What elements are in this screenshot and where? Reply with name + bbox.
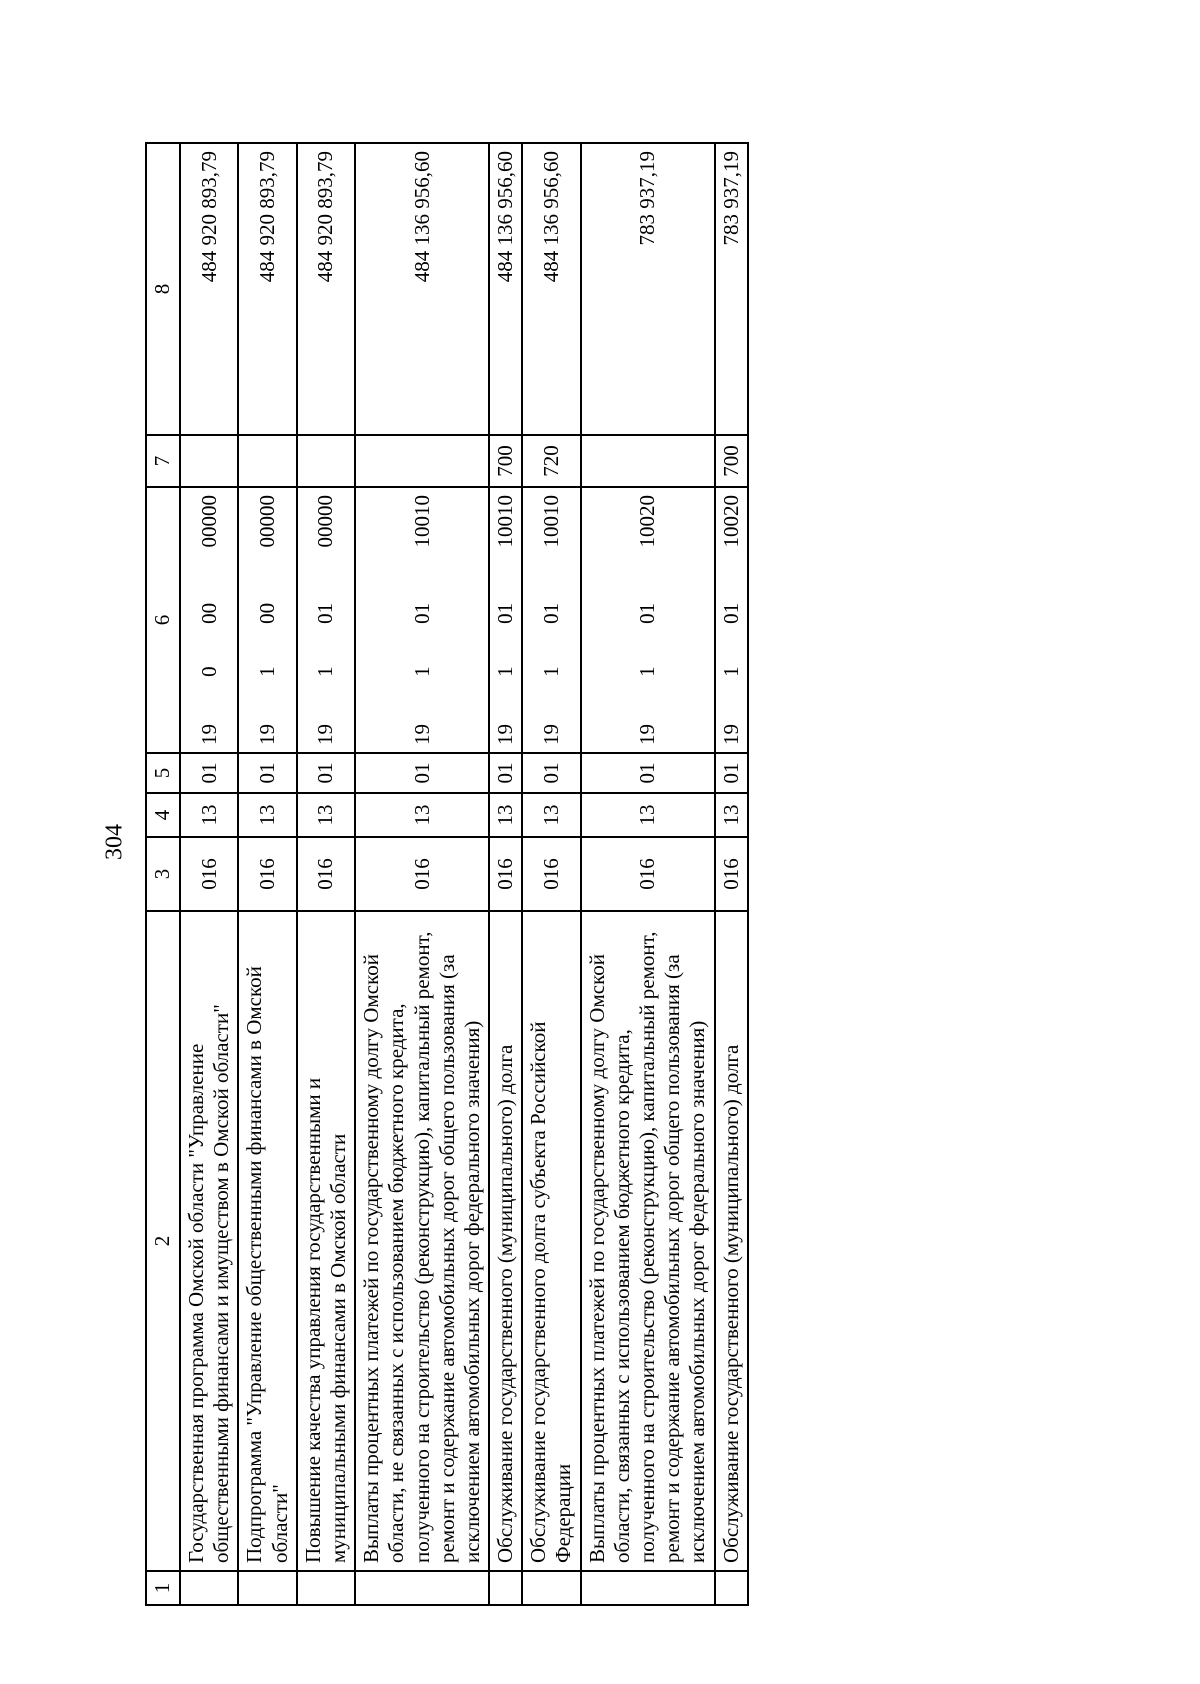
cell-col7 xyxy=(238,435,296,487)
table-row xyxy=(581,143,715,1605)
code-part-3: 00 xyxy=(254,602,279,624)
header-col-7: 7 xyxy=(146,435,180,487)
code-part-4: 00000 xyxy=(313,495,338,548)
cell-amount: 484 920 893,79 xyxy=(238,143,296,435)
cell-code xyxy=(522,487,580,753)
table-row xyxy=(715,143,748,1605)
header-col-4: 4 xyxy=(146,793,180,837)
cell-amount: 484 136 956,60 xyxy=(489,143,522,435)
cell-amount: 484 920 893,79 xyxy=(180,143,238,435)
code-part-1: 19 xyxy=(196,724,221,745)
cell-item-name: Подпрограмма "Управление общественными финансами в Омской области" xyxy=(238,911,296,1571)
cell-col5: 01 xyxy=(715,753,748,793)
cell-col7 xyxy=(581,435,715,487)
table-row xyxy=(489,143,522,1605)
cell-amount: 484 920 893,79 xyxy=(297,143,355,435)
code-part-1: 19 xyxy=(718,724,743,745)
cell-col7 xyxy=(297,435,355,487)
code-part-2: 1 xyxy=(254,666,279,677)
code-part-2: 0 xyxy=(196,666,221,677)
cell-col3: 016 xyxy=(715,837,748,911)
cell-col1 xyxy=(715,1571,748,1605)
cell-col4: 13 xyxy=(489,793,522,837)
code-part-2: 1 xyxy=(718,666,743,677)
code-parts xyxy=(313,495,338,745)
cell-code xyxy=(297,487,355,753)
cell-col3: 016 xyxy=(489,837,522,911)
code-part-3: 01 xyxy=(313,602,338,624)
code-part-1: 19 xyxy=(635,724,659,745)
code-part-1: 19 xyxy=(409,724,434,745)
code-part-3: 01 xyxy=(493,602,518,624)
table-row xyxy=(355,143,489,1605)
code-part-4: 10020 xyxy=(635,495,659,548)
cell-item-name: Выплаты процентных платежей по государственному долгу Омской области, не связанных с использованием бюджетного кредита, полученного на строительство (реконструкцию), капитальный ремонт, ремонт и содержание автомобильных дорог общего пользования (за исключением автомобильных дорог федерального значения) xyxy=(355,911,489,1571)
code-part-4: 10020 xyxy=(718,495,743,548)
cell-col1 xyxy=(581,1571,715,1605)
cell-item-name: Повышение качества управления государственными и муниципальными финансами в Омской области xyxy=(297,911,355,1571)
code-part-1: 19 xyxy=(254,724,279,745)
cell-col3: 016 xyxy=(297,837,355,911)
code-parts xyxy=(197,495,222,745)
code-part-1: 19 xyxy=(313,724,338,745)
cell-col5: 01 xyxy=(180,753,238,793)
code-part-3: 01 xyxy=(718,602,743,624)
code-part-3: 00 xyxy=(196,602,221,624)
cell-col4: 13 xyxy=(715,793,748,837)
cell-col1 xyxy=(180,1571,238,1605)
cell-col5: 01 xyxy=(522,753,580,793)
cell-col4: 13 xyxy=(238,793,296,837)
cell-col4: 13 xyxy=(180,793,238,837)
code-part-2: 1 xyxy=(635,666,659,677)
code-part-3: 01 xyxy=(409,602,434,624)
cell-col7 xyxy=(355,435,489,487)
cell-col3: 016 xyxy=(355,837,489,911)
cell-amount: 484 136 956,60 xyxy=(355,143,489,435)
code-parts xyxy=(635,495,660,745)
cell-amount: 484 136 956,60 xyxy=(522,143,580,435)
code-parts xyxy=(410,495,435,745)
code-parts xyxy=(719,495,744,745)
table-row xyxy=(238,143,296,1605)
header-col-6: 6 xyxy=(146,487,180,753)
cell-item-name: Обслуживание государственного долга субъекта Российской Федерации xyxy=(522,911,580,1571)
cell-col7: 700 xyxy=(715,435,748,487)
header-col-8: 8 xyxy=(146,143,180,435)
table-body xyxy=(180,143,748,1605)
page-number: 304 xyxy=(101,824,128,860)
cell-amount: 783 937,19 xyxy=(581,143,715,435)
cell-item-name: Обслуживание государственного (муниципального) долга xyxy=(715,911,748,1571)
cell-col1 xyxy=(238,1571,296,1605)
cell-item-name: Государственная программа Омской области "Управление общественными финансами и имуществом в Омской области" xyxy=(180,911,238,1571)
cell-col5: 01 xyxy=(297,753,355,793)
table-row xyxy=(297,143,355,1605)
code-part-2: 1 xyxy=(538,666,563,677)
cell-col7: 700 xyxy=(489,435,522,487)
code-part-2: 1 xyxy=(409,666,434,677)
cell-item-name: Обслуживание государственного (муниципального) долга xyxy=(489,911,522,1571)
cell-code xyxy=(355,487,489,753)
cell-col5: 01 xyxy=(581,753,715,793)
code-part-3: 01 xyxy=(538,602,563,624)
cell-col3: 016 xyxy=(238,837,296,911)
header-col-3: 3 xyxy=(146,837,180,911)
rotated-table-area xyxy=(0,134,1200,1684)
code-part-4: 10010 xyxy=(409,495,434,548)
cell-col4: 13 xyxy=(522,793,580,837)
cell-col5: 01 xyxy=(489,753,522,793)
code-part-4: 00000 xyxy=(254,495,279,548)
cell-item-name: Выплаты процентных платежей по государственному долгу Омской области, связанных с использованием бюджетного кредита, полученного на строительство (реконструкцию), капитальный ремонт, ремонт и содержание автомобильных дорог общего пользования (за исключением автомобильных дорог федерального значения) xyxy=(581,911,715,1571)
cell-col7: 720 xyxy=(522,435,580,487)
header-col-5: 5 xyxy=(146,753,180,793)
code-part-2: 1 xyxy=(493,666,518,677)
cell-code xyxy=(581,487,715,753)
cell-col3: 016 xyxy=(522,837,580,911)
cell-col4: 13 xyxy=(581,793,715,837)
code-parts xyxy=(255,495,280,745)
cell-col4: 13 xyxy=(297,793,355,837)
code-part-1: 19 xyxy=(493,724,518,745)
cell-col1 xyxy=(297,1571,355,1605)
header-col-1: 1 xyxy=(146,1571,180,1605)
code-part-4: 00000 xyxy=(196,495,221,548)
cell-col4: 13 xyxy=(355,793,489,837)
budget-table xyxy=(145,142,749,1606)
cell-code xyxy=(238,487,296,753)
cell-col5: 01 xyxy=(355,753,489,793)
cell-code xyxy=(489,487,522,753)
code-part-1: 19 xyxy=(538,724,563,745)
cell-code xyxy=(180,487,238,753)
code-part-3: 01 xyxy=(635,602,659,624)
cell-col1 xyxy=(522,1571,580,1605)
cell-col3: 016 xyxy=(581,837,715,911)
cell-col3: 016 xyxy=(180,837,238,911)
cell-col7 xyxy=(180,435,238,487)
cell-col1 xyxy=(489,1571,522,1605)
cell-amount: 783 937,19 xyxy=(715,143,748,435)
code-part-4: 10010 xyxy=(538,495,563,548)
code-part-2: 1 xyxy=(313,666,338,677)
table-row xyxy=(522,143,580,1605)
header-row xyxy=(146,143,180,1605)
code-parts xyxy=(493,495,518,745)
code-part-4: 10010 xyxy=(493,495,518,548)
table-row xyxy=(180,143,238,1605)
cell-col5: 01 xyxy=(238,753,296,793)
code-parts xyxy=(539,495,564,745)
cell-col1 xyxy=(355,1571,489,1605)
header-col-2: 2 xyxy=(146,911,180,1571)
cell-code xyxy=(715,487,748,753)
